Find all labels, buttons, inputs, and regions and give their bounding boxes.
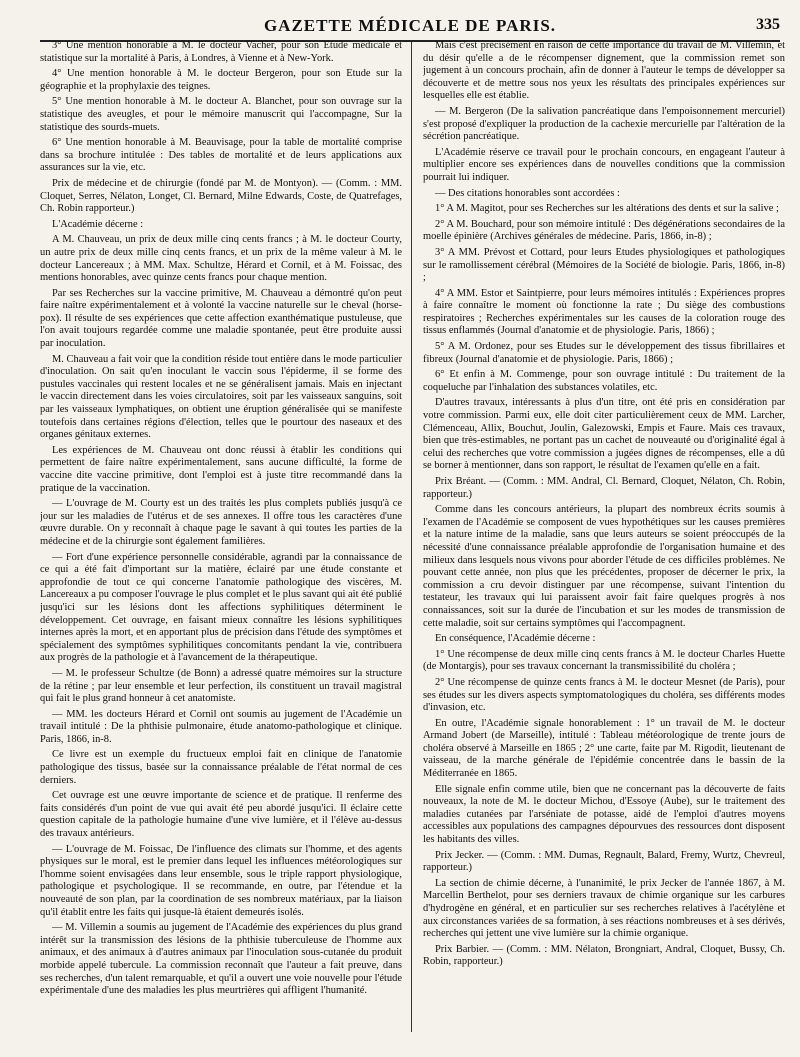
paragraph: L'Académie réserve ce travail pour le prochain concours, en engageant l'auteur à multiplier encore ses expériences dans de nouvelles conditions que la commission pourrait lui indiquer. <box>423 146 785 183</box>
paragraph: 2° A M. Bouchard, pour son mémoire intitulé : Des dégénérations secondaires de la moelle épinière (Archives générales de médecine. Paris, 1866, in-8) ; <box>423 218 785 243</box>
paragraph: M. Chauveau a fait voir que la condition réside tout entière dans le mode particulier d'inoculation. On sait qu'en inoculant le vaccin sous l'épiderme, il se forme des pustules vaccinales qui restent locales et ne se généralisent jamais. Mais en injectant le vaccin directement dans les voies circulatoires, soit par les vaisseaux sanguins, soit par les vaisseaux lymphatiques, on obtient une éruption généralisée qui se manifeste toutefois dans certaines régions d'élection, telles que le pourtour des naseaux et des organes génitaux externes. <box>40 353 402 441</box>
paragraph: Prix Bréant. — (Comm. : MM. Andral, Cl. Bernard, Cloquet, Nélaton, Ch. Robin, rapporteur.) <box>423 476 785 500</box>
paragraph: En conséquence, l'Académie décerne : <box>435 633 596 645</box>
paragraph: Elle signale enfin comme utile, bien que ne concernant pas la découverte de faits nouveaux, la note de M. le docteur Michou, d'Essoye (Aube), sur le traitement des maladies cutanées par l'arséniate de potasse, aidé de l'emploi d'autres moyens accessibles aux populations des campagnes dépourvues des ressources dont disposent les habitants des villes. <box>423 783 785 846</box>
paragraph: Mais c'est précisément en raison de cette importance du travail de M. Villemin, et du désir qu'elle a de le récompenser dignement, que la commission remet son jugement à un concours prochain, afin de donner à l'auteur le temps de développer sa découverte et de mettre sous nos yeux les résultats des principales expériences sur lesquelles elle est établie. <box>423 40 785 102</box>
left-column <box>40 40 402 1040</box>
paragraph: — Des citations honorables sont accordées : <box>435 187 620 199</box>
paragraph: Par ses Recherches sur la vaccine primitive, M. Chauveau a démontré qu'on peut faire naître expérimentalement et à volonté la vaccine naturelle sur le cheval (horse-pox). Il résulte de ses expériences que cette affection exanthématique pustuleuse, que l'on avait toujours regardée comme une maladie spontanée, peut être produite aussi par inoculation. <box>40 287 402 350</box>
paragraph: — MM. les docteurs Hérard et Cornil ont soumis au jugement de l'Académie un travail intitulé : De la phthisie pulmonaire, étude anatomo-pathologique et clinique. Paris, 1866, in-8. <box>40 708 402 745</box>
paragraph: 5° Une mention honorable à M. le docteur A. Blanchet, pour son ouvrage sur la statistique des aveugles, et pour le mémoire manuscrit qui l'accompagne, Sur la statistique des sourds-muets. <box>40 96 402 133</box>
paragraph: 5° A M. Ordonez, pour ses Etudes sur le développement des tissus fibrillaires et fibreux (Journal d'anatomie et de physiologie. Paris, 1866) ; <box>423 341 785 365</box>
paragraph: En outre, l'Académie signale honorablement : 1° un travail de M. le docteur Armand Jobert (de Marseille), intitulé : Tableau météorologique de trente jours de choléra observé à Marseille en 1865 ; 2° une carte, faite par M. Rigodit, lieutenant de vaisseau, de la marche générale de l'épidémie concentrée dans le bassin de la Méditerranée en 1865. <box>423 717 785 780</box>
page-header <box>40 14 780 42</box>
paragraph: D'autres travaux, intéressants à plus d'un titre, ont été pris en considération par votre commission. Parmi eux, elle doit citer particulièrement ceux de MM. Larcher, Clémenceau, Allix, Bouchut, Joulin, Galezowski, Empis et Faure. Mais ces travaux, bien que très-estimables, ne portant pas un cachet de nouveauté ou d'originalité égal à celui des recherches que votre commission a jugées dignes de récompenses, elle a dû se borner à mentionner, dans son rapport, le résultat de l'examen qu'elle en a fait. <box>423 397 785 472</box>
paragraph: — Fort d'une expérience personnelle considérable, agrandi par la connaissance de ce qui a été fait d'important sur la matière, éclairé par une étude constante et approfondie de tout ce qui concerne l'anatomie pathologique des viscères, M. Lancereaux a pu composer l'ouvrage le plus complet et le plus savant qui ait été publié jusqu'ici sur les lésions dont les affections syphilitiques déterminent le développement. Cet ouvrage, en faisant mieux connaître les lésions syphilitiques internes après la mort, et en apportant plus de précision dans l'étude des symptômes et spécialement des symptômes syphilitiques concomitants pendant la vie, contribuera aux progrès de la pathologie et à l'avancement de la thérapeutique. <box>40 551 402 664</box>
paragraph: Prix de médecine et de chirurgie (fondé par M. de Montyon). — (Comm. : MM. Cloquet, Serres, Nélaton, Longet, Cl. Bernard, Milne Edwards, Coste, de Quatrefages, Ch. Robin rapporteur.) <box>40 177 402 215</box>
paragraph: 6° Une mention honorable à M. Beauvisage, pour la table de mortalité comprise dans sa brochure intitulée : Des tables de mortalité et de leurs applications aux assurances sur la vie, etc. <box>40 137 402 174</box>
paragraph: 3° A MM. Prévost et Cottard, pour leurs Etudes physiologiques et pathologiques sur le ramollissement cérébral (Mémoires de la Société de biologie. Paris, 1866, in-8) ; <box>423 246 785 284</box>
paragraph: 1° A M. Magitot, pour ses Recherches sur les altérations des dents et sur la salive ; <box>435 203 779 215</box>
paragraph: Ce livre est un exemple du fructueux emploi fait en clinique de l'anatomie pathologique des tissus, basée sur la connaissance préalable de l'état normal de ces derniers. <box>40 749 402 786</box>
paragraph: — M. Villemin a soumis au jugement de l'Académie des expériences du plus grand intérêt sur la transmission des lésions de la phthisie tuberculeuse de l'homme aux animaux, et des animaux à d'autres animaux par l'inoculation sous-cutanée du produit morbide appelé tubercule. La commission reconnaît que l'auteur a fait preuve, dans ses recherches, d'un talent remarquable, et qu'il a ouvert une voie nouvelle pour l'étude expérimentale d'une des maladies les plus meurtrières qui affligent l'humanité. <box>40 922 402 997</box>
right-column <box>423 40 785 1040</box>
paragraph: 2° Une récompense de quinze cents francs à M. le docteur Mesnet (de Paris), pour ses études sur les divers aspects symptomatologiques du choléra, ses différents modes d'invasion, etc. <box>423 676 785 714</box>
column-divider <box>411 42 412 1032</box>
paragraph: — L'ouvrage de M. Courty est un des traités les plus complets publiés jusqu'à ce jour sur les maladies de l'utérus et de ses annexes. Il offre tous les caractères d'une œuvre durable. On y reconnaît à chaque page le savant à qui toutes les parties de la médecine et de la chirurgie sont également familières. <box>40 498 402 547</box>
paragraph: Prix Jecker. — (Comm. : MM. Dumas, Regnault, Balard, Fremy, Wurtz, Chevreul, rapporteur.) <box>423 849 785 874</box>
paragraph: — M. Bergeron (De la salivation pancréatique dans l'empoisonnement mercuriel) s'est proposé d'expliquer la production de la cachexie mercurielle par l'altération de la sécrétion pancréatique. <box>423 105 785 143</box>
paragraph: 6° Et enfin à M. Commenge, pour son ouvrage intitulé : Du traitement de la coqueluche par l'inhalation des substances volatiles, etc. <box>423 369 785 393</box>
paragraph: L'Académie décerne : <box>52 218 144 230</box>
paragraph: Cet ouvrage est une œuvre importante de science et de pratique. Il renferme des faits considérés d'un point de vue qui avait été peu abordé jusqu'ici. Il éclaire cette question capitale de la pathologie humaine d'une vive lumière, et il l'élève au-dessus des travaux antérieurs. <box>40 790 402 840</box>
paragraph: Comme dans les concours antérieurs, la plupart des nombreux écrits soumis à l'examen de l'Académie se composent de vues hypothétiques sur les causes premières et la nature intime de la maladie, sans que leurs auteurs se soient préoccupés de la nécessité d'une connaissance préalable approfondie de l'organisation humaine et des milieux dans lesquels nous vivons pour aborder l'étude de ces difficiles problèmes. Ne pouvant cette année, non plus que les précédentes, proposer de décerner le prix, la commission a cru devoir distinguer par une récompense, suivant l'intention du testateur, les travaux qui lui paraissent avoir fait faire quelques progrès à nos connaissances, soit sur la durée de l'incubation et sur les modes de transmission de cette maladie, soit sur certains symptômes qui l'accompagnent. <box>423 504 785 629</box>
paragraph: 4° Une mention honorable à M. le docteur Bergeron, pour son Etude sur la géographie et la prophylaxie des teignes. <box>40 68 402 92</box>
paragraph: — M. le professeur Schultze (de Bonn) a adressé quatre mémoires sur la structure de la rétine ; par leur ensemble et leur perfection, ils constituent un travail magistral qui fait le plus grand honneur à cet anatomiste. <box>40 667 402 705</box>
paragraph: 1° Une récompense de deux mille cinq cents francs à M. le docteur Charles Huette (de Montargis), pour ses travaux concernant la transmissibilité du choléra ; <box>423 648 785 673</box>
paragraph: — L'ouvrage de M. Foissac, De l'influence des climats sur l'homme, et des agents physiques sur le moral, est le premier dans lequel les influences météorologiques sur l'homme soient envisagées dans leur ensemble, sous le triple rapport physiologique, pathologique et psychologique. Il se recommande, en outre, par l'étendue et la nouveauté de son plan, par la coordination de ses nombreux matériaux, par la liaison qu'il établit entre les faits qui jusque-là étaient demeurés isolés. <box>40 843 402 918</box>
paragraph: La section de chimie décerne, à l'unanimité, le prix Jecker de l'année 1867, à M. Marcellin Berthelot, pour ses derniers travaux de chimie organique sur les carbures d'hydrogène en général, et en particulier sur ses recherches relatives à l'acétylène et aux circonstances variées de sa formation, à ses réactions nombreuses et à ses dérivés, recherches qui jettent une vive lumière sur la chimie organique. <box>423 877 785 940</box>
paragraph: Les expériences de M. Chauveau ont donc réussi à établir les conditions qui permettent de faire naître expérimentalement, sans aucune difficulté, la forme de vaccine dite vaccine primitive, dont l'emploi est à juste titre recommandé dans la pratique de la vaccination. <box>40 444 402 494</box>
paragraph: 4° A MM. Estor et Saintpierre, pour leurs mémoires intitulés : Expériences propres à faire connaître le moment où fonctionne la rate ; Du siège des combustions respiratoires ; Recherches expérimentales sur les causes de la coloration rouge des tissus enflammés (Journal d'anatomie et de physiologie. Paris, 1866) ; <box>423 287 785 337</box>
paragraph: 3° Une mention honorable à M. le docteur Vacher, pour son Etude médicale et statistique sur la mortalité à Paris, à Londres, à Vienne et à New-York. <box>40 40 402 64</box>
journal-title: GAZETTE MÉDICALE DE PARIS. <box>263 16 557 35</box>
page-number: 335 <box>756 16 780 33</box>
paragraph: A M. Chauveau, un prix de deux mille cinq cents francs ; à M. le docteur Courty, un autre prix de deux mille cinq cents francs, et un prix de la même valeur à M. le docteur Lancereaux ; à MM. Max. Schultze, Hérard et Cornil, et à M. Foissac, des mentions honorables, avec quinze cents francs pour chaque mention. <box>40 234 402 284</box>
paragraph: Prix Barbier. — (Comm. : MM. Nélaton, Brongniart, Andral, Cloquet, Bussy, Ch. Robin, rapporteur.) <box>423 943 785 968</box>
